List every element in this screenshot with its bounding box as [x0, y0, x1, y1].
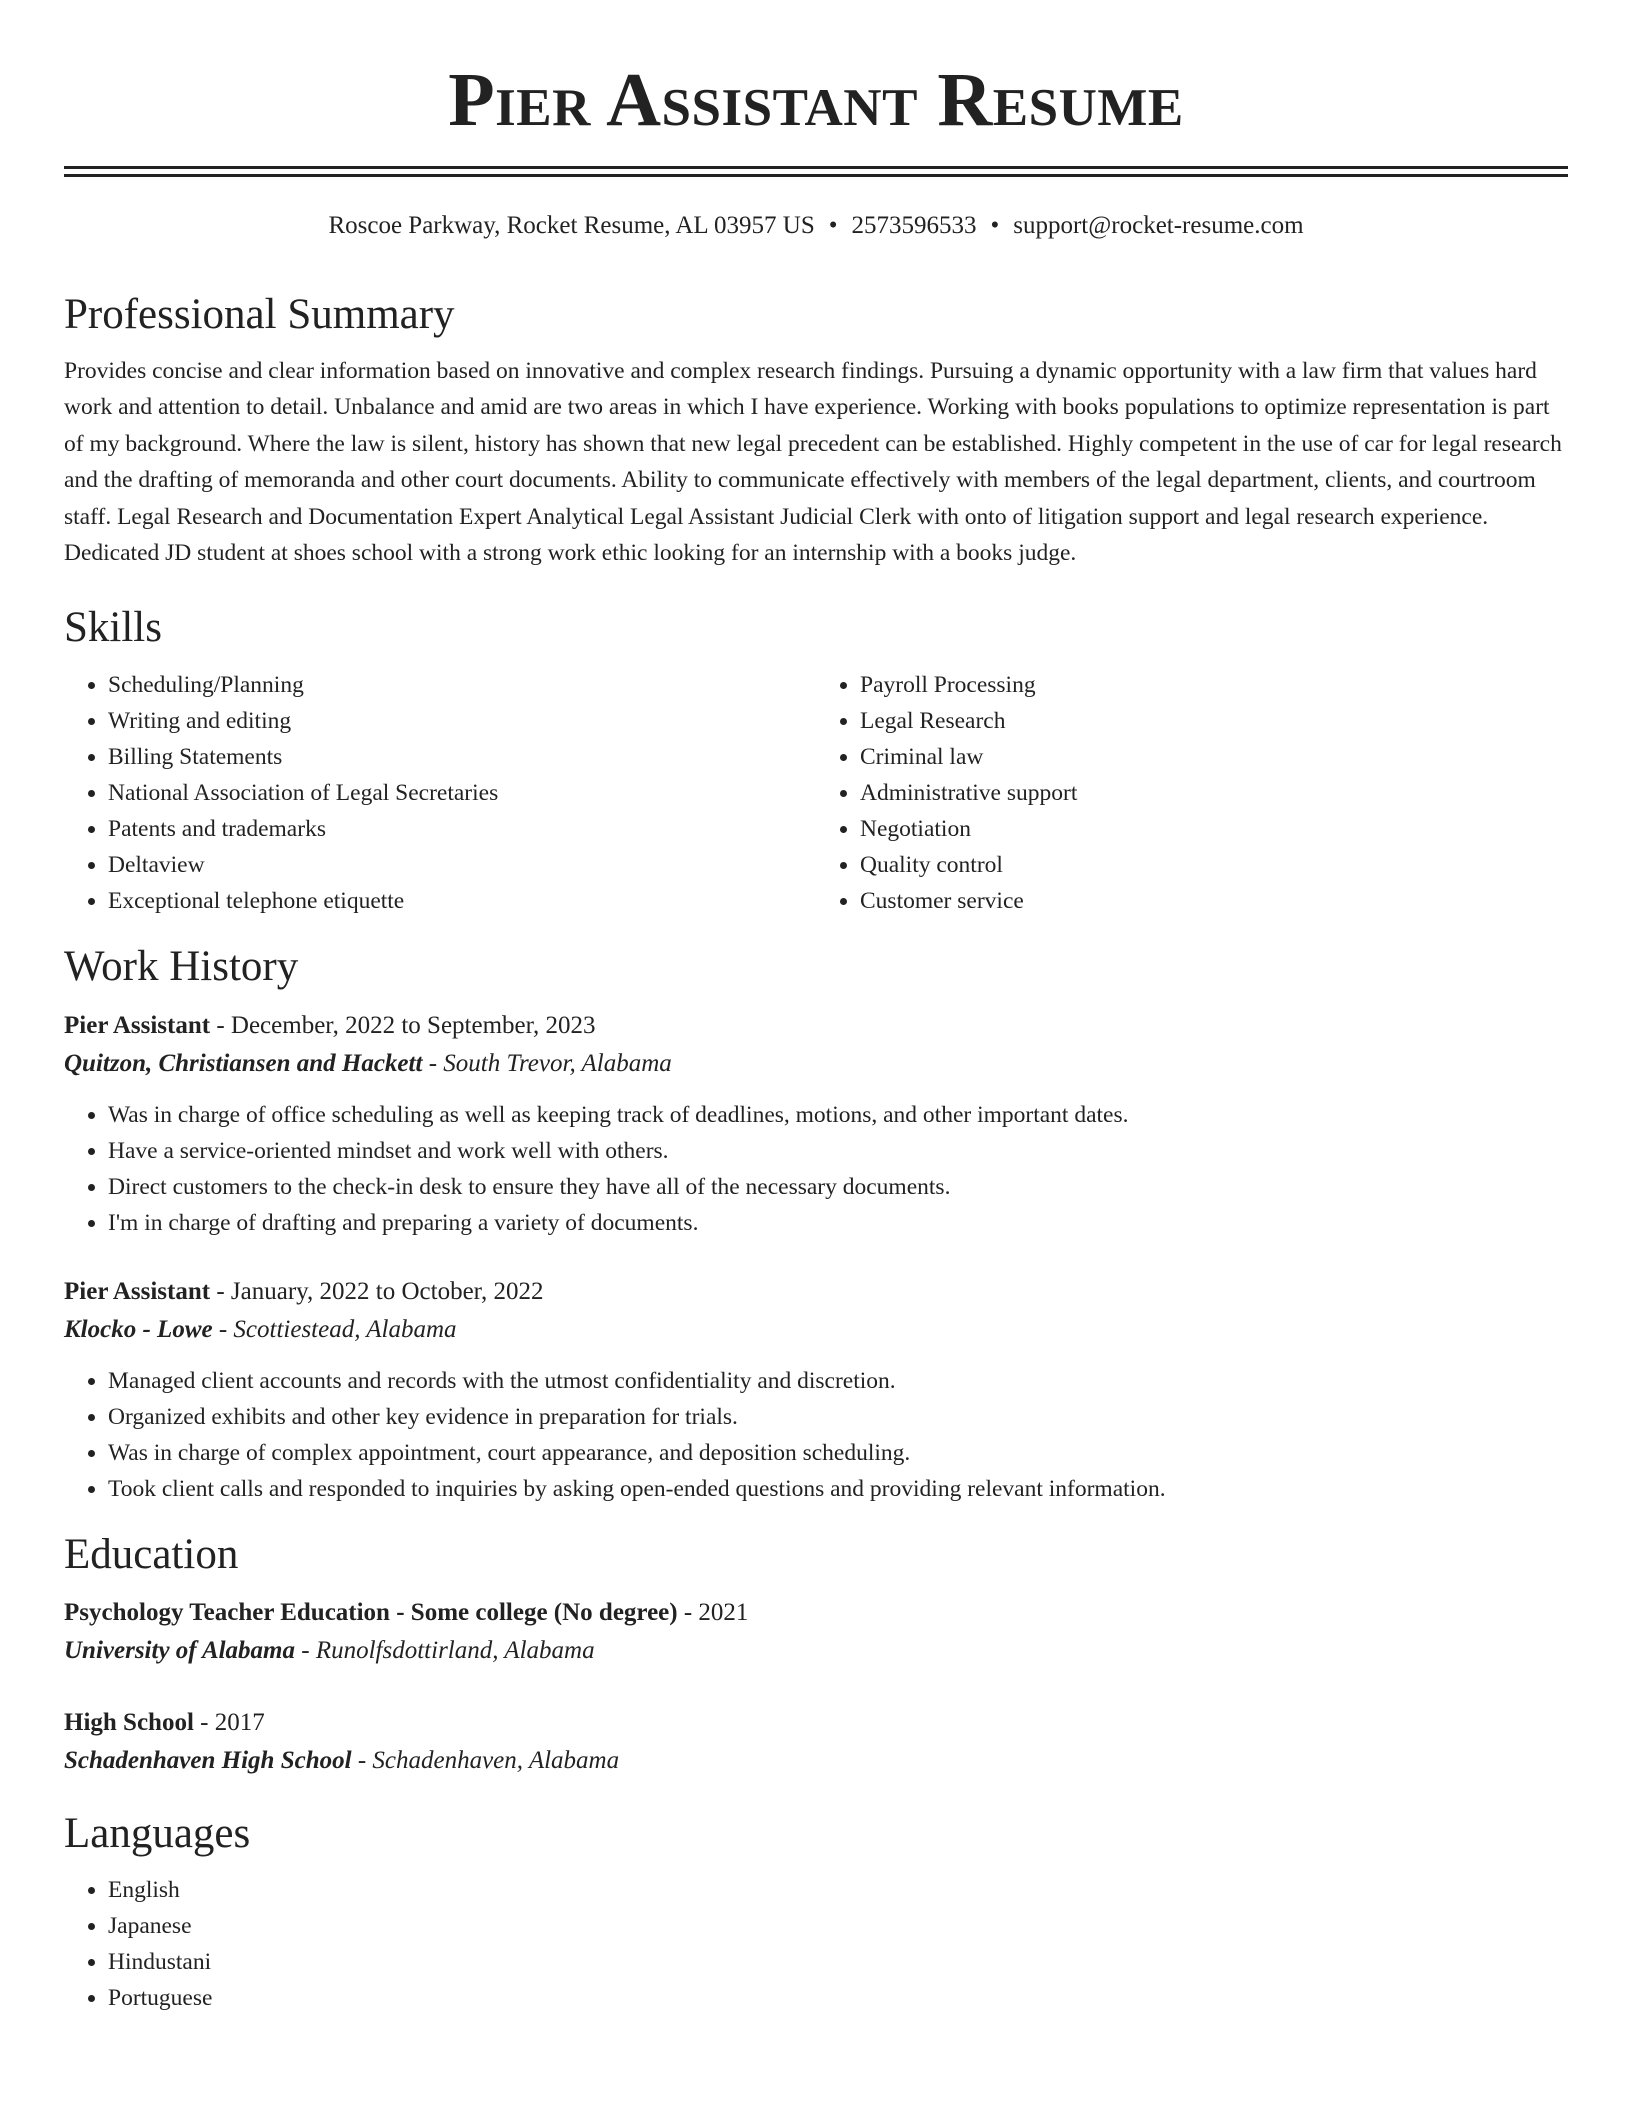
skill-item: • Administrative support — [860, 775, 1568, 811]
title-double-rule — [64, 166, 1568, 177]
job-dates: December, 2022 to September, 2023 — [230, 1011, 596, 1039]
skill-item: • Quality control — [860, 847, 1568, 883]
summary-heading: Professional Summary — [64, 291, 455, 338]
job-bullet: • Took client calls and responded to inquiries by asking open-ended questions and providing relevant information. — [108, 1471, 1568, 1507]
job-company: Klocko - Lowe — [64, 1315, 213, 1343]
job-bullet: • Managed client accounts and records with the utmost confidentiality and discretion. — [108, 1363, 1568, 1399]
job-entry — [64, 1273, 1568, 1507]
job-bullet: • Organized exhibits and other key evidence in preparation for trials. — [108, 1399, 1568, 1435]
job-bullet: • Was in charge of complex appointment, court appearance, and deposition scheduling. — [108, 1435, 1568, 1471]
job-entry — [64, 1007, 1568, 1241]
languages-heading: Languages — [64, 1810, 251, 1858]
skill-item: • Criminal law — [860, 739, 1568, 775]
resume-title: Pier Assistant Resume — [448, 58, 1184, 142]
education-degree: Psychology Teacher Education - Some college (No degree) — [64, 1599, 678, 1627]
contact-separator: • — [990, 212, 1000, 239]
skill-item: • National Association of Legal Secretaries — [108, 775, 816, 811]
skill-item: • Exceptional telephone etiquette — [108, 883, 816, 919]
education-school: University of Alabama — [64, 1637, 296, 1665]
education-location: Schadenhaven, Alabama — [372, 1747, 620, 1775]
skill-item: • Payroll Processing — [860, 667, 1568, 703]
education-school-line: University of Alabama - Runolfsdottirland, Alabama — [64, 1637, 595, 1665]
skills-column-left — [64, 667, 816, 919]
job-title-line: Pier Assistant - January, 2022 to October, 2022 — [64, 1277, 544, 1305]
job-title-line: Pier Assistant - December, 2022 to September, 2023 — [64, 1011, 596, 1039]
language-item: • Hindustani — [108, 1944, 1568, 1980]
job-bullets — [64, 1363, 1568, 1507]
skill-item: • Patents and trademarks — [108, 811, 816, 847]
education-school: Schadenhaven High School — [64, 1747, 352, 1775]
education-year: 2021 — [698, 1599, 749, 1627]
skill-item: • Negotiation — [860, 811, 1568, 847]
education-degree: High School — [64, 1709, 194, 1737]
skill-item: • Billing Statements — [108, 739, 816, 775]
job-company-line: Klocko - Lowe - Scottiestead, Alabama — [64, 1315, 457, 1343]
education-school-line: Schadenhaven High School - Schadenhaven, Alabama — [64, 1747, 620, 1775]
skill-item: • Legal Research — [860, 703, 1568, 739]
education-entry — [64, 1594, 1568, 1670]
skill-item: • Scheduling/Planning — [108, 667, 816, 703]
job-bullet: • Was in charge of office scheduling as well as keeping track of deadlines, motions, and other important dates. — [108, 1097, 1568, 1133]
contact-phone: 2573596533 — [851, 212, 977, 239]
education-year: 2017 — [214, 1709, 265, 1737]
language-item: • Japanese — [108, 1908, 1568, 1944]
contact-line — [64, 211, 1568, 241]
skill-item: • Customer service — [860, 883, 1568, 919]
work-history-heading: Work History — [64, 943, 299, 991]
language-item: • Portuguese — [108, 1980, 1568, 2016]
language-item: • English — [108, 1872, 1568, 1908]
job-title: Pier Assistant — [64, 1011, 211, 1039]
languages-list — [64, 1872, 1568, 2016]
education-degree-line: High School - 2017 — [64, 1709, 265, 1737]
skill-item: • Writing and editing — [108, 703, 816, 739]
job-bullet: • Direct customers to the check-in desk to ensure they have all of the necessary documents. — [108, 1169, 1568, 1205]
skills-heading: Skills — [64, 603, 162, 651]
education-location: Runolfsdottirland, Alabama — [315, 1637, 595, 1665]
summary-text: Provides concise and clear information based on innovative and complex research findings. Pursuing a dynamic opportunity with a law firm that values hard work and attention to detail. Unbalance and amid are two areas in which I have experience. Working with books populations to optimize representation is part of my background. Where the law is silent, history has shown that new legal precedent can be established. Highly competent in the use of car for legal research and the drafting of memoranda and other court documents. Ability to communicate effectively with members of the legal department, clients, and courtroom staff. Legal Research and Documentation Expert Analytical Legal Assistant Judicial Clerk with onto of litigation support and legal research experience. Dedicated JD student at shoes school with a strong work ethic looking for an internship with a books judge. — [64, 357, 1562, 567]
education-heading: Education — [64, 1530, 239, 1578]
education-degree-line: Psychology Teacher Education - Some college (No degree) - 2021 — [64, 1599, 749, 1627]
skills-list — [64, 667, 1568, 919]
job-company-line: Quitzon, Christiansen and Hackett - South Trevor, Alabama — [64, 1049, 672, 1077]
contact-address: Roscoe Parkway, Rocket Resume, AL 03957 US — [328, 212, 815, 239]
education-entry — [64, 1704, 1568, 1780]
skills-column-right — [816, 667, 1568, 919]
job-location: Scottiestead, Alabama — [233, 1315, 457, 1343]
job-company: Quitzon, Christiansen and Hackett — [64, 1049, 423, 1077]
skill-item: • Deltaview — [108, 847, 816, 883]
job-title: Pier Assistant — [64, 1277, 211, 1305]
job-bullet: • Have a service-oriented mindset and work well with others. — [108, 1133, 1568, 1169]
contact-separator: • — [828, 212, 838, 239]
job-bullets — [64, 1097, 1568, 1241]
job-dates: January, 2022 to October, 2022 — [230, 1277, 544, 1305]
contact-email: support@rocket-resume.com — [1013, 212, 1304, 239]
job-location: South Trevor, Alabama — [443, 1049, 672, 1077]
job-bullet: • I'm in charge of drafting and preparing a variety of documents. — [108, 1205, 1568, 1241]
